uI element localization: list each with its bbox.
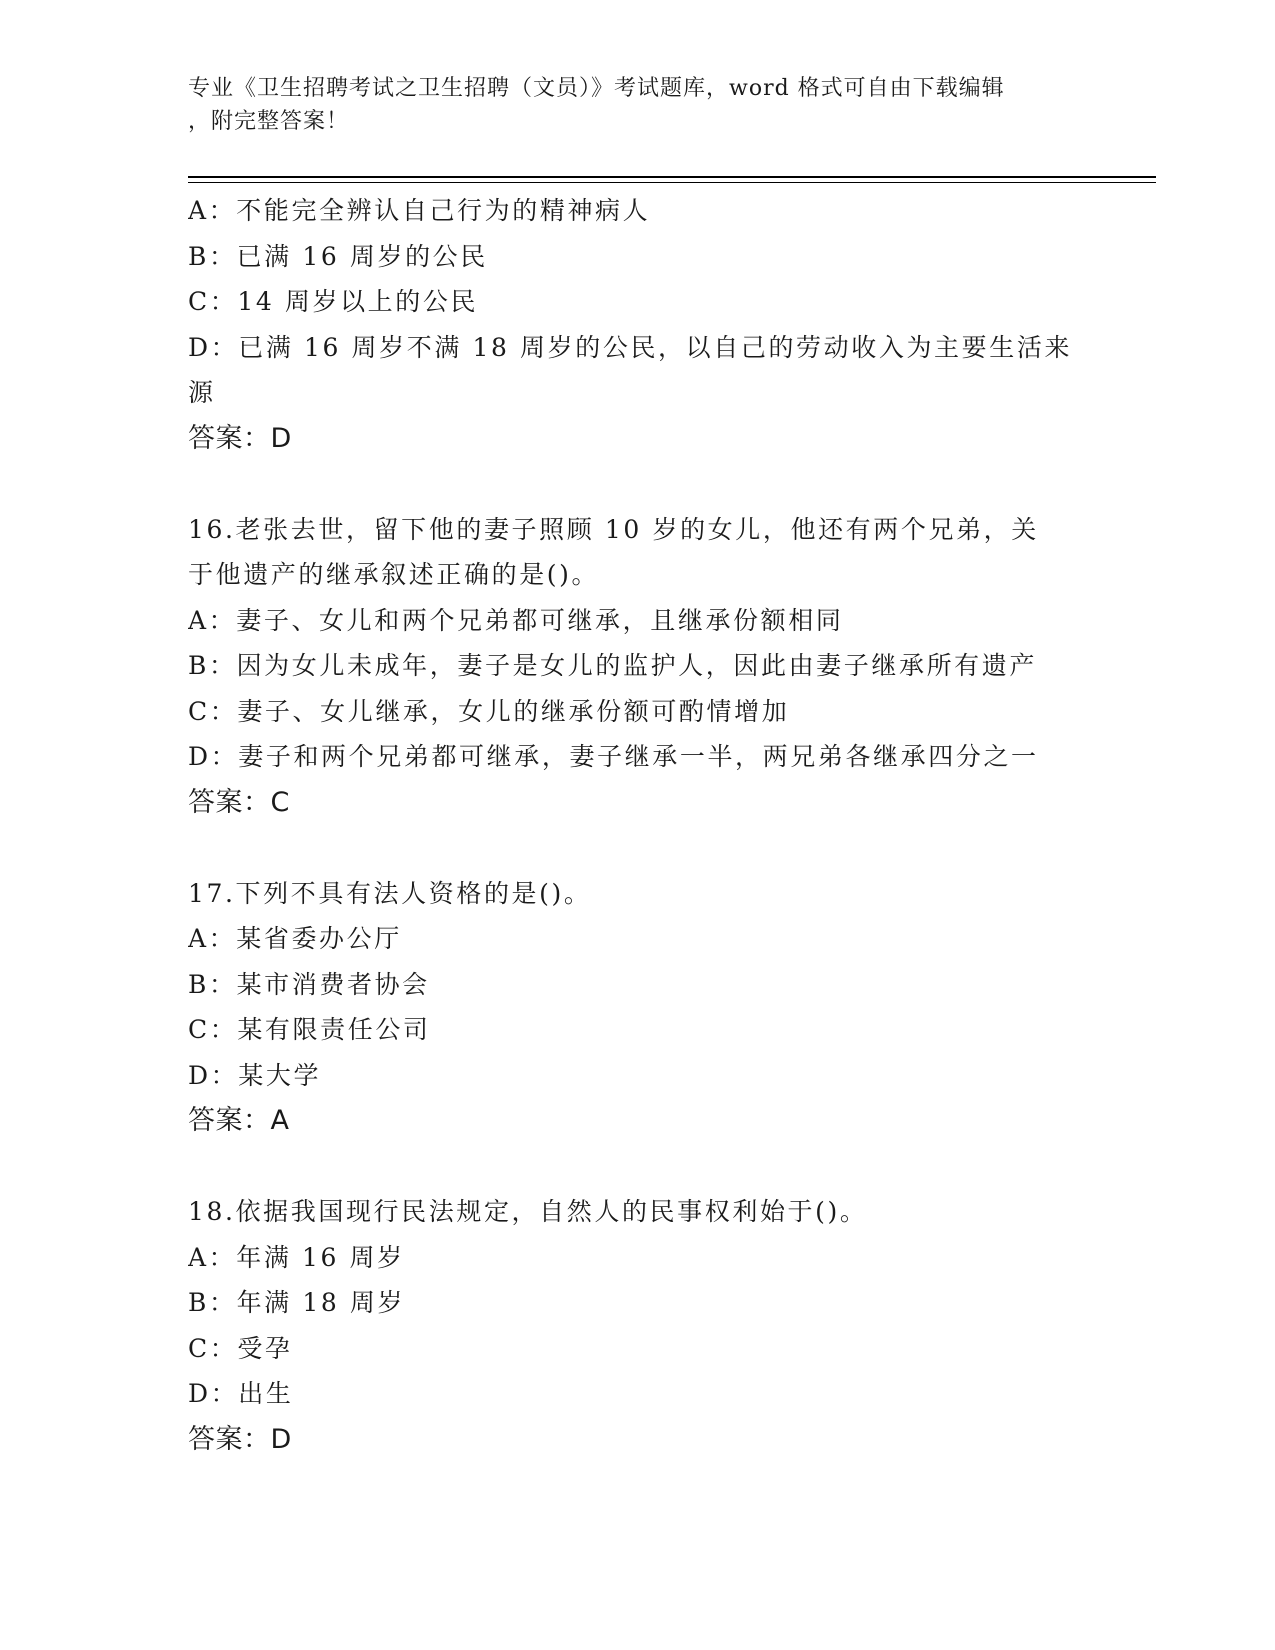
- question-17: [188, 871, 1088, 1144]
- header-line-1: 专业《卫生招聘考试之卫生招聘（文员）》考试题库，word 格式可自由下载编辑: [188, 76, 1005, 101]
- option-b: B：年满 18 周岁: [188, 1288, 406, 1317]
- option-a: A：某省委办公厅: [188, 924, 402, 953]
- answer: 答案：A: [188, 1105, 290, 1136]
- question-16: [188, 507, 1088, 826]
- question-15-tail: [188, 188, 1088, 461]
- option-d: D：已满 16 周岁不满 18 周岁的公民，以自己的劳动收入为主要生活来: [188, 332, 1073, 362]
- option-b: B：某市消费者协会: [188, 969, 430, 999]
- option-b: B：因为女儿未成年，妻子是女儿的监护人，因此由妻子继承所有遗产: [188, 651, 1037, 680]
- option-a: A：年满 16 周岁: [188, 1242, 405, 1272]
- question-stem: 16.老张去世，留下他的妻子照顾 10 岁的女儿，他还有两个兄弟，关: [188, 514, 1039, 544]
- option-c: C：14 周岁以上的公民: [188, 287, 479, 316]
- option-c: C：受孕: [188, 1333, 293, 1363]
- option-d: D：出生: [188, 1379, 294, 1408]
- question-list: [188, 188, 1088, 1462]
- document-header: [188, 72, 1068, 138]
- option-a: A：不能完全辨认自己行为的精神病人: [188, 196, 651, 225]
- option-b: B：已满 16 周岁的公民: [188, 241, 488, 271]
- option-a: A：妻子、女儿和两个兄弟都可继承，且继承份额相同: [188, 605, 844, 635]
- question-stem-continued: 于他遗产的继承叙述正确的是()。: [188, 560, 600, 589]
- option-d-continued: 源: [188, 378, 216, 407]
- answer: 答案：D: [188, 1423, 292, 1455]
- option-c: C：妻子、女儿继承，女儿的继承份额可酌情增加: [188, 696, 790, 726]
- question-18: [188, 1189, 1088, 1462]
- header-line-2: ，附完整答案！: [188, 109, 350, 134]
- spacer: [188, 825, 1088, 871]
- spacer: [188, 461, 1088, 507]
- header-divider-thin: [188, 182, 1156, 183]
- question-stem: 18.依据我国现行民法规定，自然人的民事权利始于()。: [188, 1197, 868, 1226]
- spacer: [188, 1144, 1088, 1190]
- option-c: C：某有限责任公司: [188, 1015, 431, 1044]
- answer: 答案：D: [188, 422, 292, 454]
- answer: 答案：C: [188, 786, 290, 818]
- option-d: D：某大学: [188, 1060, 322, 1090]
- header-divider-thick: [188, 176, 1156, 178]
- option-d: D：妻子和两个兄弟都可继承，妻子继承一半，两兄弟各继承四分之一: [188, 742, 1039, 771]
- question-stem: 17.下列不具有法人资格的是()。: [188, 878, 592, 908]
